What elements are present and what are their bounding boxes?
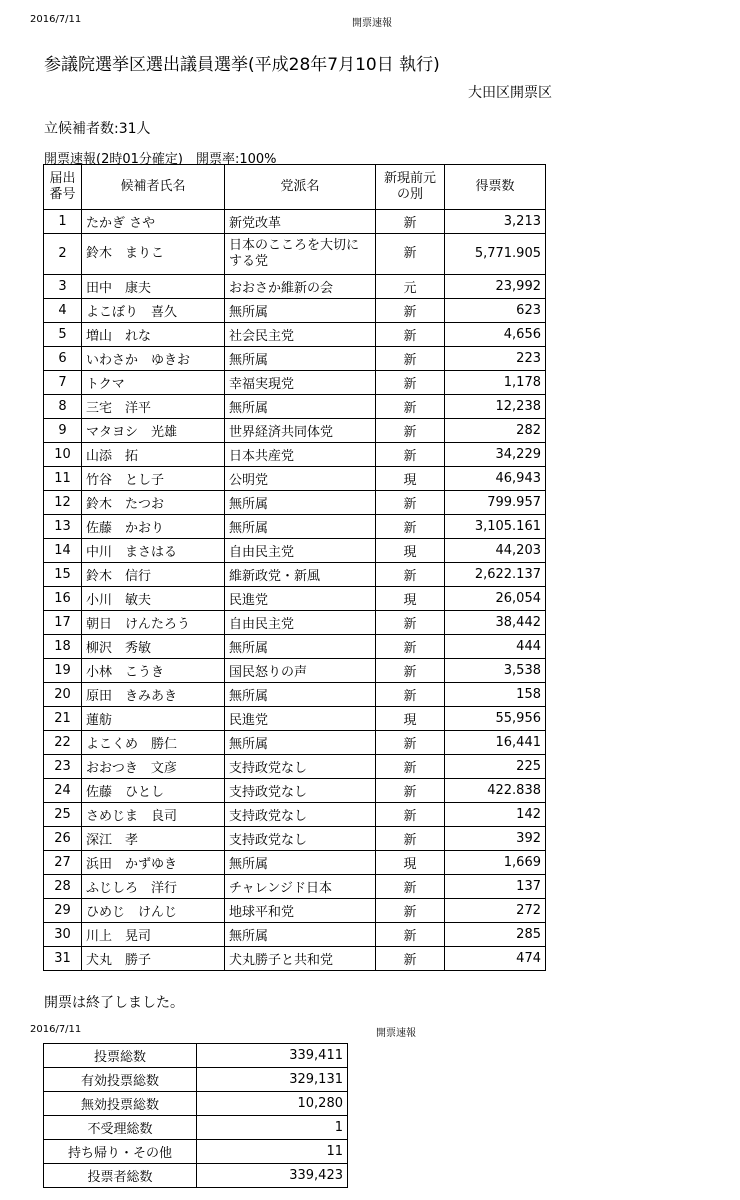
row-party: 支持政党なし [225,779,376,803]
row-party: 支持政党なし [225,803,376,827]
row-candidate-name: 田中 康夫 [82,275,225,299]
page2-date: 2016/7/11 [30,1024,82,1035]
page2-header-title: 開票速報 [376,1028,416,1039]
table-row [44,923,546,947]
row-number: 6 [44,347,82,371]
row-number: 27 [44,851,82,875]
row-party: 自由民主党 [225,539,376,563]
row-type: 新 [376,371,445,395]
row-votes: 34,229 [445,443,546,467]
row-votes: 1,178 [445,371,546,395]
row-number: 10 [44,443,82,467]
summary-label: 投票者総数 [44,1164,197,1188]
row-party: 無所属 [225,515,376,539]
row-votes: 225 [445,755,546,779]
row-votes: 392 [445,827,546,851]
header-votes: 得票数 [445,165,546,210]
table-row [44,371,546,395]
row-candidate-name: ふじしろ 洋行 [82,875,225,899]
row-number: 30 [44,923,82,947]
results-header-row [44,165,546,210]
row-type: 現 [376,851,445,875]
row-candidate-name: 深江 孝 [82,827,225,851]
row-number: 25 [44,803,82,827]
row-party: 支持政党なし [225,827,376,851]
summary-value: 339,411 [197,1044,348,1068]
row-candidate-name: 山添 拓 [82,443,225,467]
row-party: 維新政党・新風 [225,563,376,587]
row-type: 新 [376,635,445,659]
finished-notice: 開票は終了しました。 [44,995,184,1011]
row-candidate-name: 柳沢 秀敏 [82,635,225,659]
summary-row [44,1092,348,1116]
row-number: 16 [44,587,82,611]
row-party: 地球平和党 [225,899,376,923]
row-votes: 38,442 [445,611,546,635]
row-type: 新 [376,875,445,899]
row-party: 支持政党なし [225,755,376,779]
row-candidate-name: さめじま 良司 [82,803,225,827]
row-candidate-name: 佐藤 かおり [82,515,225,539]
row-party: 無所属 [225,299,376,323]
results-table [43,164,546,971]
row-party: 公明党 [225,467,376,491]
table-row [44,635,546,659]
summary-row [44,1044,348,1068]
row-party: 無所属 [225,683,376,707]
summary-table [43,1043,348,1188]
row-number: 7 [44,371,82,395]
table-row [44,611,546,635]
row-type: 新 [376,683,445,707]
table-row [44,587,546,611]
row-votes: 282 [445,419,546,443]
row-candidate-name: おおつき 文彦 [82,755,225,779]
row-number: 26 [44,827,82,851]
row-candidate-name: 竹谷 とし子 [82,467,225,491]
header-party: 党派名 [225,165,376,210]
row-votes: 4,656 [445,323,546,347]
row-votes: 46,943 [445,467,546,491]
table-row [44,491,546,515]
district-name: 大田区開票区 [468,85,552,101]
row-candidate-name: 小川 敏夫 [82,587,225,611]
row-number: 24 [44,779,82,803]
row-number: 29 [44,899,82,923]
header-type [376,165,445,210]
row-type: 新 [376,803,445,827]
row-number: 17 [44,611,82,635]
summary-label: 有効投票総数 [44,1068,197,1092]
row-type: 新 [376,659,445,683]
summary-row [44,1068,348,1092]
row-votes: 23,992 [445,275,546,299]
table-row [44,419,546,443]
row-type: 新 [376,395,445,419]
summary-body [44,1044,348,1188]
results-body [44,210,546,971]
summary-row [44,1140,348,1164]
row-number: 28 [44,875,82,899]
table-row [44,659,546,683]
row-party: 世界経済共同体党 [225,419,376,443]
table-row [44,899,546,923]
table-row [44,347,546,371]
row-candidate-name: ひめじ けんじ [82,899,225,923]
row-number: 23 [44,755,82,779]
row-votes: 474 [445,947,546,971]
table-row [44,210,546,234]
summary-label: 投票総数 [44,1044,197,1068]
row-candidate-name: 蓮舫 [82,707,225,731]
row-party: 新党改革 [225,210,376,234]
row-votes: 137 [445,875,546,899]
row-party: 犬丸勝子と共和党 [225,947,376,971]
row-party: 社会民主党 [225,323,376,347]
table-row [44,947,546,971]
candidate-count: 立候補者数:31人 [44,121,151,137]
row-candidate-name: 増山 れな [82,323,225,347]
row-type: 現 [376,539,445,563]
summary-label: 無効投票総数 [44,1092,197,1116]
row-candidate-name: 鈴木 たつお [82,491,225,515]
row-votes: 799.957 [445,491,546,515]
row-candidate-name: トクマ [82,371,225,395]
row-party: 無所属 [225,635,376,659]
row-party: 自由民主党 [225,611,376,635]
row-type: 新 [376,947,445,971]
row-votes: 3,538 [445,659,546,683]
row-party: 無所属 [225,347,376,371]
row-type: 新 [376,347,445,371]
summary-label: 持ち帰り・その他 [44,1140,197,1164]
row-votes: 26,054 [445,587,546,611]
row-type: 新 [376,755,445,779]
row-party: 無所属 [225,491,376,515]
summary-value: 1 [197,1116,348,1140]
page-header-title: 開票速報 [352,18,392,29]
row-candidate-name: マタヨシ 光雄 [82,419,225,443]
row-party: 無所属 [225,923,376,947]
row-votes: 3,105.161 [445,515,546,539]
row-number: 4 [44,299,82,323]
row-votes: 2,622.137 [445,563,546,587]
row-votes: 3,213 [445,210,546,234]
table-row [44,443,546,467]
row-number: 8 [44,395,82,419]
row-party: 日本共産党 [225,443,376,467]
row-party: 無所属 [225,851,376,875]
row-number: 13 [44,515,82,539]
row-number: 31 [44,947,82,971]
page-date: 2016/7/11 [30,14,82,25]
row-number: 22 [44,731,82,755]
row-votes: 422.838 [445,779,546,803]
row-number: 12 [44,491,82,515]
row-candidate-name: 小林 こうき [82,659,225,683]
row-number: 19 [44,659,82,683]
row-party: 無所属 [225,395,376,419]
table-row [44,299,546,323]
row-votes: 55,956 [445,707,546,731]
row-type: 新 [376,491,445,515]
table-row [44,731,546,755]
row-type: 新 [376,827,445,851]
row-party: 民進党 [225,707,376,731]
row-type: 新 [376,923,445,947]
row-number: 11 [44,467,82,491]
row-type: 現 [376,467,445,491]
row-votes: 285 [445,923,546,947]
summary-value: 339,423 [197,1164,348,1188]
summary-label: 不受理総数 [44,1116,197,1140]
header-type-text: 新現前元 の別 [383,171,436,202]
row-candidate-name: 中川 まさはる [82,539,225,563]
row-votes: 5,771.905 [445,234,546,275]
row-party: 日本のこころを大切にする党 [225,234,376,275]
row-type: 新 [376,731,445,755]
row-party: 幸福実現党 [225,371,376,395]
row-votes: 142 [445,803,546,827]
row-candidate-name: 浜田 かずゆき [82,851,225,875]
row-votes: 158 [445,683,546,707]
row-type: 新 [376,443,445,467]
row-candidate-name: いわさか ゆきお [82,347,225,371]
row-number: 5 [44,323,82,347]
table-row [44,755,546,779]
table-row [44,234,546,275]
row-number: 2 [44,234,82,275]
summary-value: 10,280 [197,1092,348,1116]
table-row [44,827,546,851]
row-candidate-name: たかぎ さや [82,210,225,234]
row-candidate-name: よこぼり 喜久 [82,299,225,323]
row-votes: 223 [445,347,546,371]
row-type: 新 [376,210,445,234]
table-row [44,779,546,803]
count-status: 開票速報(2時01分確定) 開票率:100% [44,152,277,167]
table-row [44,563,546,587]
header-name: 候補者氏名 [82,165,225,210]
row-number: 20 [44,683,82,707]
row-type: 新 [376,515,445,539]
table-row [44,707,546,731]
row-party: おおさか維新の会 [225,275,376,299]
row-number: 1 [44,210,82,234]
row-type: 新 [376,419,445,443]
row-candidate-name: 鈴木 信行 [82,563,225,587]
row-votes: 12,238 [445,395,546,419]
row-party: 国民怒りの声 [225,659,376,683]
row-candidate-name: 川上 晃司 [82,923,225,947]
row-candidate-name: 三宅 洋平 [82,395,225,419]
row-party: 無所属 [225,731,376,755]
row-number: 3 [44,275,82,299]
row-number: 15 [44,563,82,587]
table-row [44,395,546,419]
row-type: 元 [376,275,445,299]
summary-row [44,1116,348,1140]
row-type: 新 [376,563,445,587]
row-votes: 16,441 [445,731,546,755]
row-votes: 623 [445,299,546,323]
row-type: 新 [376,234,445,275]
table-row [44,851,546,875]
row-votes: 444 [445,635,546,659]
table-row [44,683,546,707]
row-votes: 272 [445,899,546,923]
header-number [44,165,82,210]
row-number: 9 [44,419,82,443]
row-type: 新 [376,779,445,803]
header-number-text: 届出 番号 [49,171,76,202]
table-row [44,515,546,539]
table-row [44,875,546,899]
row-votes: 1,669 [445,851,546,875]
row-type: 新 [376,611,445,635]
row-number: 18 [44,635,82,659]
row-candidate-name: 朝日 けんたろう [82,611,225,635]
row-type: 新 [376,299,445,323]
table-row [44,539,546,563]
row-type: 現 [376,587,445,611]
summary-value: 11 [197,1140,348,1164]
row-number: 14 [44,539,82,563]
table-row [44,803,546,827]
document-title: 参議院選挙区選出議員選挙(平成28年7月10日 執行) [44,55,440,75]
summary-value: 329,131 [197,1068,348,1092]
row-type: 新 [376,899,445,923]
row-votes: 44,203 [445,539,546,563]
row-type: 新 [376,323,445,347]
row-type: 現 [376,707,445,731]
row-party: 民進党 [225,587,376,611]
summary-row [44,1164,348,1188]
row-number: 21 [44,707,82,731]
row-party: チャレンジド日本 [225,875,376,899]
table-row [44,467,546,491]
row-candidate-name: 佐藤 ひとし [82,779,225,803]
row-candidate-name: よこくめ 勝仁 [82,731,225,755]
row-candidate-name: 犬丸 勝子 [82,947,225,971]
table-row [44,275,546,299]
row-candidate-name: 鈴木 まりこ [82,234,225,275]
row-candidate-name: 原田 きみあき [82,683,225,707]
table-row [44,323,546,347]
